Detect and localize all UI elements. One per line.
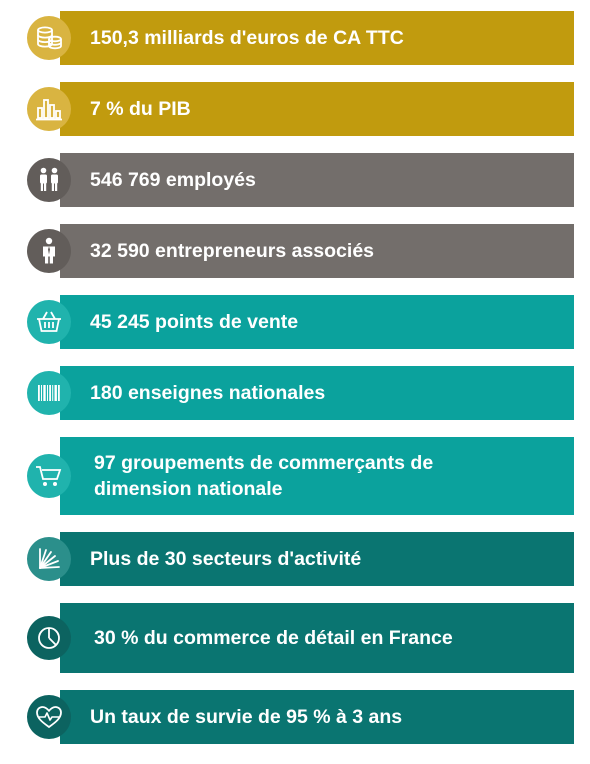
figure-text: 7 % du PIB bbox=[90, 98, 191, 120]
figure-row-survival bbox=[0, 690, 590, 744]
figure-text: 32 590 entrepreneurs associés bbox=[90, 240, 375, 262]
figure-row-brands bbox=[0, 366, 590, 420]
businessman-icon bbox=[27, 229, 71, 273]
basket-icon bbox=[27, 300, 71, 344]
people-icon bbox=[27, 158, 71, 202]
figure-text: 45 245 points de vente bbox=[90, 311, 299, 333]
barcode-icon bbox=[27, 371, 71, 415]
figure-text: 180 enseignes nationales bbox=[90, 382, 326, 404]
figure-row-entrepreneurs bbox=[0, 224, 590, 278]
bar-chart-icon bbox=[27, 87, 71, 131]
figure-text: Plus de 30 secteurs d'activité bbox=[90, 548, 362, 570]
pie-chart-icon bbox=[27, 616, 71, 660]
figure-row-employees bbox=[0, 153, 590, 207]
heart-pulse-icon bbox=[27, 695, 71, 739]
figure-row-retail-share bbox=[0, 603, 590, 673]
coins-icon bbox=[27, 16, 71, 60]
figure-row-stores bbox=[0, 295, 590, 349]
figure-text: Un taux de survie de 95 % à 3 ans bbox=[90, 706, 403, 728]
figure-row-groups bbox=[0, 437, 590, 515]
fan-icon bbox=[27, 537, 71, 581]
figure-text: 30 % du commerce de détail en France bbox=[94, 627, 453, 649]
shopping-cart-icon bbox=[27, 454, 71, 498]
figure-row-revenue bbox=[0, 11, 590, 65]
figure-row-gdp bbox=[0, 82, 590, 136]
figure-text: 97 groupements de commerçants de dimension nationale bbox=[94, 452, 434, 500]
figure-text: 546 769 employés bbox=[90, 169, 256, 191]
figure-row-sectors bbox=[0, 532, 590, 586]
figure-text: 150,3 milliards d'euros de CA TTC bbox=[90, 27, 404, 49]
